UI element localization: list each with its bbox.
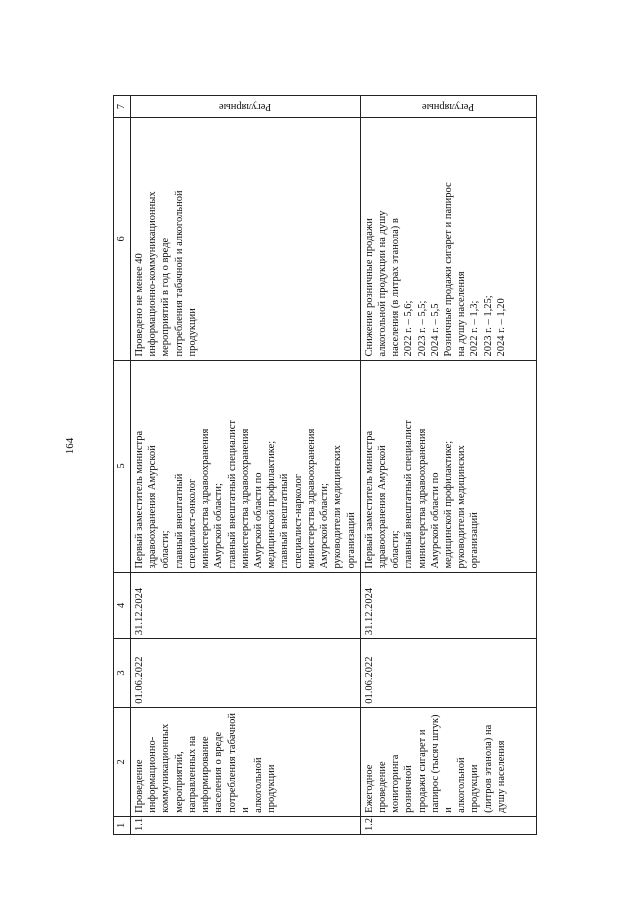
text-line: министерства здравоохранения <box>239 428 251 569</box>
table-row <box>360 96 536 835</box>
text-line: мероприятий в год о вреде <box>160 237 172 357</box>
event-name <box>131 707 361 816</box>
text-line: 2022 г. – 1,3; <box>469 300 481 357</box>
header-cell-2: 2 <box>114 707 131 816</box>
text-line: направленных на <box>186 735 198 813</box>
text-line: населения (в литрах этанола) в <box>390 218 402 357</box>
responsible-persons <box>360 360 536 572</box>
page-number: 164 <box>64 437 76 455</box>
text-line: главный внештатный специалист <box>226 420 238 569</box>
text-line: душу населения <box>495 740 507 813</box>
text-line: (литров этанола) на <box>482 724 494 813</box>
text-line: главный внештатный <box>173 473 185 569</box>
header-cell-7: 7 <box>114 96 131 118</box>
header-cell-5: 5 <box>114 360 131 572</box>
text-line: 2023 г. – 5,5; <box>416 300 428 357</box>
end-date: 31.12.2024 <box>360 572 536 639</box>
text-line: министерства здравоохранения <box>305 428 317 569</box>
text-line: алкогольной продукции на душу <box>376 210 388 357</box>
text-line: медицинской профилактике; <box>266 440 278 569</box>
text-line: населения о вреде <box>213 731 225 813</box>
text-line: папирос (тысяч штук) и <box>429 714 455 813</box>
text-line: главный внештатный специалист <box>403 420 415 569</box>
text-line: потребления табачной и алкогольной <box>173 190 185 357</box>
text-line: Амурской области; <box>213 483 225 569</box>
text-line: 2022 г. – 5,6; <box>403 300 415 357</box>
text-line: министерства здравоохранения <box>416 428 428 569</box>
header-cell-1: 1 <box>114 816 131 834</box>
text-line: коммуникационных <box>160 723 172 813</box>
text-line: Проведено не менее 40 <box>134 253 145 357</box>
start-date: 01.06.2022 <box>131 639 361 708</box>
header-cell-6: 6 <box>114 118 131 360</box>
text-line: Первый заместитель министра <box>363 430 375 569</box>
rotated-table-wrapper <box>113 95 513 835</box>
text-line: 2024 г. – 1,20 <box>495 298 507 357</box>
text-line: 2024 г. – 5,5 <box>429 303 441 357</box>
text-line: здравоохранения Амурской <box>376 445 388 569</box>
text-line: Амурской области; <box>319 483 331 569</box>
responsible-persons <box>131 360 361 572</box>
frequency-cell <box>360 96 536 118</box>
expected-result <box>360 118 536 360</box>
text-line: продажи сигарет и <box>416 729 428 813</box>
text-line: информационно-коммуникационных <box>147 191 159 357</box>
text-line: главный внештатный <box>279 473 291 569</box>
text-line: здравоохранения Амурской <box>147 445 159 569</box>
text-line: организаций <box>345 512 357 569</box>
text-line: Проведение <box>134 759 145 813</box>
text-line: мероприятий, <box>173 751 185 813</box>
text-line: Амурской области по <box>429 472 441 569</box>
table-row <box>131 96 361 835</box>
text-line: продукции <box>186 308 198 357</box>
text-line: Снижение розничные продажи <box>363 218 375 357</box>
header-row <box>114 96 131 835</box>
frequency-label: Регулярные <box>219 101 272 113</box>
end-date: 31.12.2024 <box>131 572 361 639</box>
text-line: Розничные продажи сигарет и папирос <box>443 182 455 357</box>
text-line: на душу населения <box>456 271 468 357</box>
text-line: мониторинга розничной <box>390 754 415 813</box>
frequency-label: Регулярные <box>422 101 475 113</box>
text-line: информирование <box>200 736 212 813</box>
header-cell-3: 3 <box>114 639 131 708</box>
text-line: потребления табачной и <box>226 713 251 813</box>
text-line: Амурской области по <box>252 472 264 569</box>
header-cell-4: 4 <box>114 572 131 639</box>
start-date: 01.06.2022 <box>360 639 536 708</box>
row-number: 1.2. <box>360 816 536 834</box>
text-line: области; <box>160 530 172 569</box>
text-line: министерства здравоохранения <box>200 428 212 569</box>
text-line: организаций <box>469 512 481 569</box>
text-line: алкогольной продукции <box>252 757 278 813</box>
text-line: специалист-нарколог <box>292 473 304 569</box>
frequency-cell <box>131 96 361 118</box>
text-line: руководители медицинских <box>456 445 468 569</box>
text-line: руководители медицинских <box>332 445 344 569</box>
expected-result <box>131 118 361 360</box>
text-line: Первый заместитель министра <box>134 430 145 569</box>
text-line: 2023 г. – 1,25; <box>482 295 494 357</box>
text-line: медицинской профилактике; <box>443 440 455 569</box>
text-line: информационно- <box>147 736 159 813</box>
text-line: специалист-онколог <box>186 478 198 569</box>
event-name <box>360 707 536 816</box>
row-number: 1.1. <box>131 816 361 834</box>
text-line: алкогольной продукции <box>456 757 481 813</box>
text-line: Ежегодное проведение <box>363 761 388 813</box>
text-line: области; <box>390 530 402 569</box>
activities-table <box>113 95 537 835</box>
